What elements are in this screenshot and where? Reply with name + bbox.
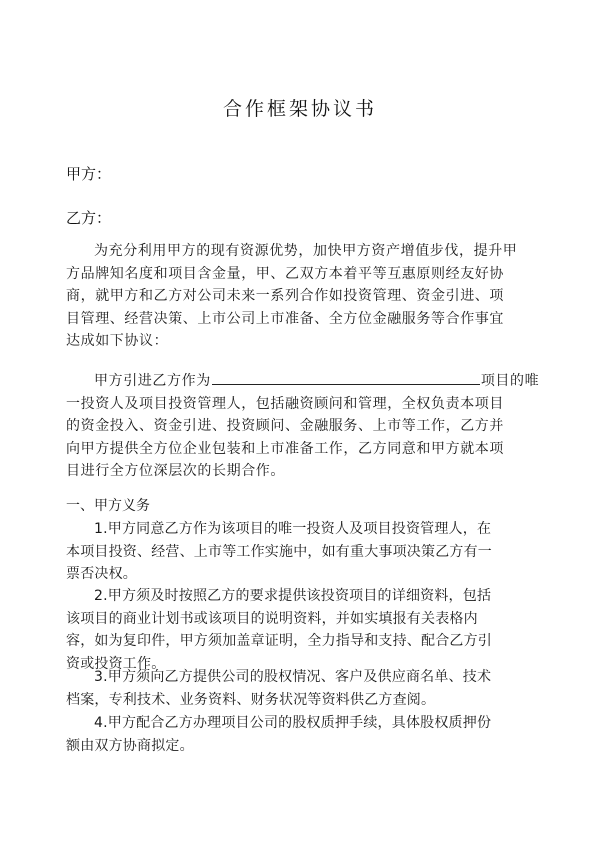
engagement-paragraph xyxy=(66,370,556,483)
engagement-prefix: 甲方引进乙方作为 xyxy=(94,373,211,389)
obligation-item-3 xyxy=(66,666,556,711)
engagement-suffix: 项目的唯 xyxy=(480,373,540,389)
obligation-line: 资或投资工作。 xyxy=(66,655,166,672)
intro-line: 目管理、经营决策、上市公司上市准备、全方位金融服务等合作事宜 xyxy=(66,310,504,327)
intro-line: 商，就甲方和乙方对公司未来一系列合作如投资管理、资金引进、项 xyxy=(66,288,504,304)
obligation-line: 本项目投资、经营、上市等工作实施中，如有重大事项决策乙方有一 xyxy=(66,543,492,560)
engagement-line: 向甲方提供全方位企业包装和上市准备工作，乙方同意和甲方就本项 xyxy=(66,440,504,457)
obligation-item-4 xyxy=(66,712,556,757)
obligation-line: 票否决权。 xyxy=(66,566,137,582)
intro-paragraph xyxy=(66,240,556,353)
obligation-line: 3.甲方须向乙方提供公司的股权情况、客户及供应商名单、技术 xyxy=(94,669,492,685)
intro-line: 达成如下协议： xyxy=(66,333,169,349)
obligation-line: 档案，专利技术、业务资料、财务状况等资料供乙方查阅。 xyxy=(66,691,436,708)
obligation-item-2 xyxy=(66,585,556,675)
obligation-line: 4.甲方配合乙方办理项目公司的股权质押手续，具体股权质押份 xyxy=(94,715,492,731)
obligation-line: 该项目的商业计划书或该项目的说明资料，并如实填报有关表格内 xyxy=(66,610,478,627)
engagement-line: 的资金投入、资金引进、投资顾问、金融服务、上市等工作，乙方并 xyxy=(66,418,504,434)
obligation-line: 容，如为复印件，甲方须加盖章证明，全力指导和支持、配合乙方引 xyxy=(66,633,492,649)
party-a-label: 甲方： xyxy=(66,165,112,183)
section-heading-party-a-obligations: 一、甲方义务 xyxy=(66,498,150,514)
engagement-line: 一投资人及项目投资管理人，包括融资顾问和管理，全权负责本项目 xyxy=(66,395,504,412)
document-title: 合作框架协议书 xyxy=(222,98,377,120)
engagement-first-line xyxy=(66,370,556,393)
project-name-blank xyxy=(212,370,480,385)
intro-line: 为充分利用甲方的现有资源优势，加快甲方资产增值步伐，提升甲 xyxy=(94,243,518,259)
obligation-line: 1.甲方同意乙方作为该项目的唯一投资人及项目投资管理人，在 xyxy=(94,521,492,537)
obligation-item-1 xyxy=(66,518,556,586)
party-b-label: 乙方： xyxy=(66,209,112,227)
engagement-line: 目进行全方位深层次的长期合作。 xyxy=(66,463,285,479)
intro-line: 方品牌知名度和项目含金量，甲、乙双方本着平等互惠原则经友好协 xyxy=(66,265,504,282)
obligation-line: 额由双方协商拟定。 xyxy=(66,737,194,754)
obligation-line: 2.甲方须及时按照乙方的要求提供该投资项目的详细资料，包括 xyxy=(94,588,492,604)
